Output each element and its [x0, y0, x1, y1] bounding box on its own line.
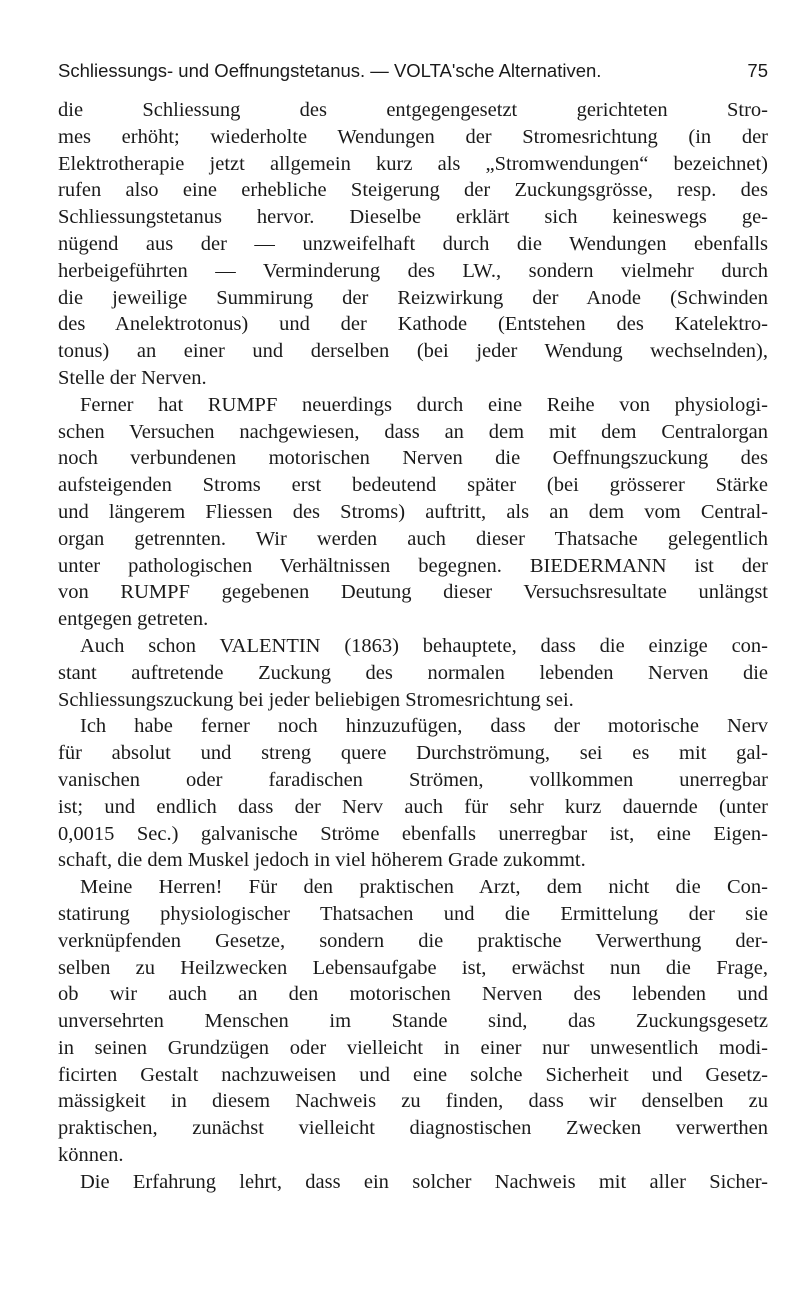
- text-line: für absolut und streng quere Durchströmung, sei es mit gal-: [58, 742, 768, 765]
- text-line: Die Erfahrung lehrt, dass ein solcher Nachweis mit aller Sicher-: [80, 1170, 768, 1193]
- text-line: 0,0015 Sec.) galvanische Ströme ebenfalls unerregbar ist, eine Eigen-: [58, 822, 768, 845]
- text-line: mässigkeit in diesem Nachweis zu finden, dass wir denselben zu: [58, 1090, 768, 1113]
- text-line: unversehrten Menschen im Stande sind, das Zuckungsgesetz: [58, 1010, 768, 1033]
- text-line: Schliessungszuckung bei jeder beliebigen Stromesrichtung sei.: [58, 688, 574, 711]
- text-line: Auch schon VALENTIN (1863) behauptete, dass die einzige con-: [80, 634, 768, 657]
- text-line: noch verbundenen motorischen Nerven die Oeffnungszuckung des: [58, 447, 768, 470]
- text-line: herbeigeführten — Verminderung des LW., sondern vielmehr durch: [58, 259, 768, 282]
- text-line: ficirten Gestalt nachzuweisen und eine solche Sicherheit und Gesetz-: [58, 1063, 768, 1086]
- text-line: in seinen Grundzügen oder vielleicht in einer nur unwesentlich modi-: [58, 1036, 768, 1059]
- text-line: aufsteigenden Stroms erst bedeutend später (bei grösserer Stärke: [58, 474, 768, 497]
- text-line: und längerem Fliessen des Stroms) auftritt, als an dem vom Central-: [58, 500, 768, 523]
- text-line: ist; und endlich dass der Nerv auch für sehr kurz dauernde (unter: [58, 795, 768, 818]
- text-line: praktischen, zunächst vielleicht diagnostischen Zwecken verwerthen: [58, 1117, 768, 1140]
- text-line: von RUMPF gegebenen Deutung dieser Versuchsresultate unlängst: [58, 581, 768, 604]
- text-line: statirung physiologischer Thatsachen und die Ermittelung der sie: [58, 902, 768, 925]
- text-line: organ getrennten. Wir werden auch dieser Thatsache gelegentlich: [58, 527, 768, 550]
- text-line: mes erhöht; wiederholte Wendungen der Stromesrichtung (in der: [58, 125, 768, 148]
- text-line: entgegen getreten.: [58, 608, 209, 631]
- text-line: vanischen oder faradischen Strömen, vollkommen unerregbar: [58, 768, 768, 791]
- text-line: Ferner hat RUMPF neuerdings durch eine Reihe von physiologi-: [80, 393, 768, 416]
- text-line: schen Versuchen nachgewiesen, dass an dem mit dem Centralorgan: [58, 420, 768, 443]
- text-line: Elektrotherapie jetzt allgemein kurz als „Stromwendungen“ bezeichnet): [58, 152, 768, 175]
- text-line: Schliessungstetanus hervor. Dieselbe erklärt sich keineswegs ge-: [58, 206, 768, 229]
- text-line: stant auftretende Zuckung des normalen lebenden Nerven die: [58, 661, 768, 684]
- text-line: die jeweilige Summirung der Reizwirkung der Anode (Schwinden: [58, 286, 768, 309]
- running-title: Schliessungs- und Oeffnungstetanus. — VOLTA'sche Alternativen.: [58, 60, 602, 81]
- body-text: [58, 97, 768, 1196]
- text-line: Ich habe ferner noch hinzuzufügen, dass der motorische Nerv: [80, 715, 768, 738]
- text-line: unter pathologischen Verhältnissen begegnen. BIEDERMANN ist der: [58, 554, 768, 577]
- text-line: tonus) an einer und derselben (bei jeder Wendung wechselnden),: [58, 340, 768, 363]
- text-line: die Schliessung des entgegengesetzt gerichteten Stro-: [58, 99, 768, 121]
- text-line: Meine Herren! Für den praktischen Arzt, dem nicht die Con-: [80, 876, 768, 899]
- text-line: können.: [58, 1144, 124, 1167]
- running-header: [58, 56, 768, 86]
- text-line: selben zu Heilzwecken Lebensaufgabe ist, erwächst nun die Frage,: [58, 956, 768, 979]
- text-line: verknüpfenden Gesetze, sondern die praktische Verwerthung der-: [58, 929, 768, 952]
- text-line: rufen also eine erhebliche Steigerung der Zuckungsgrösse, resp. des: [58, 179, 768, 202]
- page-number: 75: [747, 60, 768, 81]
- text-line: des Anelektrotonus) und der Kathode (Entstehen des Katelektro-: [58, 313, 768, 336]
- text-line: Stelle der Nerven.: [58, 366, 207, 389]
- text-line: ob wir auch an den motorischen Nerven des lebenden und: [58, 983, 768, 1006]
- text-line: schaft, die dem Muskel jedoch in viel höherem Grade zukommt.: [58, 849, 586, 872]
- text-line: nügend aus der — unzweifelhaft durch die Wendungen ebenfalls: [58, 232, 768, 255]
